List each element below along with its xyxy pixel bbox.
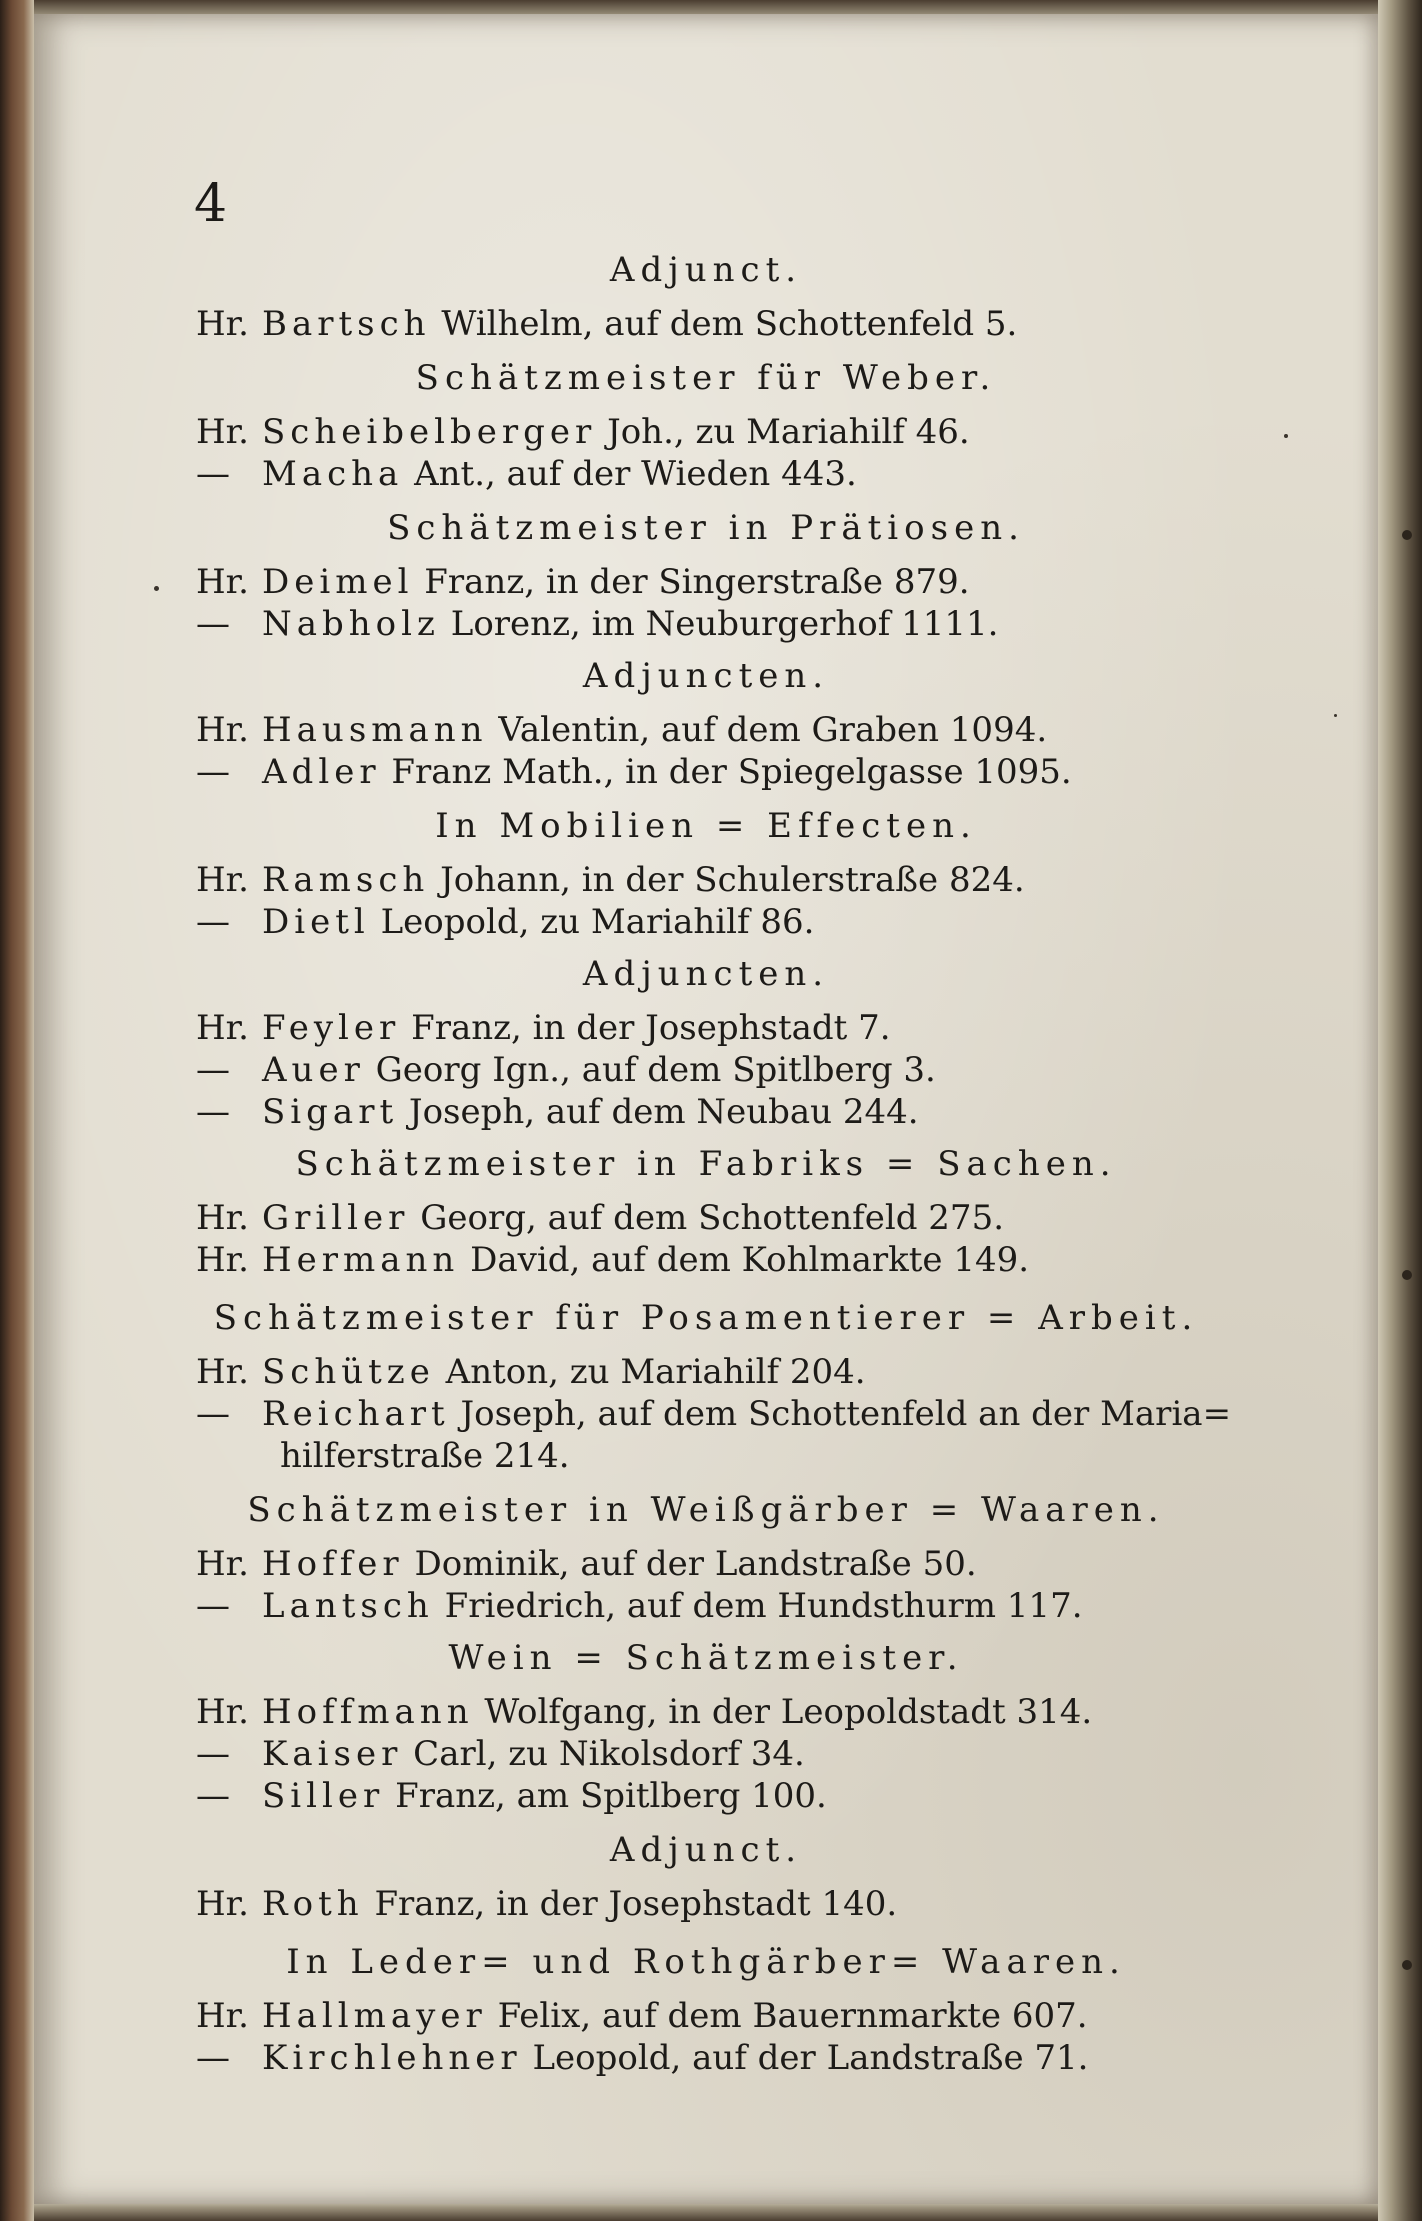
entry-line [196,304,1017,344]
entry-line [196,1586,1083,1626]
entry-prefix: Hr. [196,1198,249,1238]
entry-surname: Kaiser [262,1734,403,1774]
entry-details: Valentin, auf dem Graben 1094. [487,710,1048,750]
entry-line [196,454,857,494]
entry-line [196,604,998,644]
entry-details: Joseph, auf dem Schottenfeld an der Maria= [449,1394,1232,1434]
section-heading: Schätzmeister für Weber. [415,358,997,398]
entry-details: Joseph, auf dem Neubau 244. [398,1092,919,1132]
entry-details: Wolfgang, in der Leopoldstadt 314. [473,1692,1093,1732]
entry-surname: Schütze [262,1352,435,1392]
section-heading: Adjunct. [609,1830,803,1870]
entry-prefix: — [196,902,230,942]
entry-line [196,1008,891,1048]
entry-surname: Lantsch [262,1586,434,1626]
entry-prefix: Hr. [196,1544,249,1584]
entry-surname: Siller [262,1776,385,1816]
entry-details: hilferstraße 214. [280,1436,570,1476]
section-heading: Schätzmeister in Prätiosen. [387,508,1025,548]
entry-line [196,1092,919,1132]
entry-line [196,902,814,942]
entry-prefix: — [196,1776,230,1816]
entry-line [196,1352,866,1392]
entry-details: Georg, auf dem Schottenfeld 275. [409,1198,1005,1238]
section-heading: Adjuncten. [582,954,830,994]
section-heading: Adjunct. [609,250,803,290]
entry-surname: Kirchlehner [262,2038,522,2078]
book-page [34,14,1378,2204]
entry-surname: Hermann [262,1240,460,1280]
entry-details: Joh., zu Mariahilf 46. [596,412,970,452]
entry-prefix: Hr. [196,710,249,750]
entry-prefix: — [196,1734,230,1774]
entry-details: Franz, am Spitlberg 100. [384,1776,827,1816]
page-stack-edge [1378,0,1422,2221]
section-heading: Schätzmeister in Fabriks = Sachen. [295,1144,1117,1184]
entry-details: David, auf dem Kohlmarkte 149. [459,1240,1030,1280]
entry-surname: Macha [262,454,404,494]
entry-surname: Hausmann [262,710,488,750]
entry-prefix: — [196,1050,230,1090]
entry-prefix: — [196,1092,230,1132]
entry-surname: Sigart [262,1092,399,1132]
section-heading: In Mobilien = Effecten. [435,806,977,846]
entry-surname: Hoffmann [262,1692,474,1732]
entry-details: Lorenz, im Neuburgerhof 1111. [439,604,999,644]
binding-hole [1402,530,1412,540]
entry-details: Georg Ign., auf dem Spitlberg 3. [364,1050,936,1090]
entry-line [196,1394,1231,1434]
page-number: 4 [194,174,229,234]
section-heading: Schätzmeister für Posamentierer = Arbeit. [213,1298,1199,1338]
binding-hole [1402,1270,1412,1280]
entry-line [196,1734,805,1774]
entry-prefix: Hr. [196,1240,249,1280]
entry-details: Leopold, auf der Landstraße 71. [521,2038,1089,2078]
binding-hole [1402,1960,1412,1970]
entry-surname: Adler [262,752,381,792]
entry-line [196,710,1047,750]
entry-surname: Deimel [262,562,414,602]
entry-prefix: Hr. [196,1996,249,2036]
entry-surname: Auer [262,1050,365,1090]
entry-line [196,2038,1088,2078]
entry-line [196,562,970,602]
entry-details: Anton, zu Mariahilf 204. [434,1352,866,1392]
entry-prefix: Hr. [196,1008,249,1048]
entry-surname: Bartsch [262,304,431,344]
section-heading: In Leder= und Rothgärber= Waaren. [286,1942,1126,1982]
paper-speck [1334,714,1337,717]
entry-line [196,1240,1029,1280]
entry-line [196,1198,1004,1238]
section-heading: Schätzmeister in Weißgärber = Waaren. [247,1490,1165,1530]
entry-prefix: Hr. [196,860,249,900]
entry-details: Dominik, auf der Landstraße 50. [403,1544,977,1584]
entry-details: Felix, auf dem Bauernmarkte 607. [486,1996,1088,2036]
entry-details: Franz, in der Singerstraße 879. [413,562,970,602]
entry-prefix: Hr. [196,1352,249,1392]
section-heading: Adjuncten. [582,656,830,696]
entry-line [196,1776,827,1816]
entry-details: Ant., auf der Wieden 443. [403,454,857,494]
entry-prefix: — [196,604,230,644]
entry-line [196,1996,1088,2036]
entry-details: Friedrich, auf dem Hundsthurm 117. [433,1586,1083,1626]
entry-surname: Dietl [262,902,370,942]
entry-line [196,1544,977,1584]
entry-line [196,752,1072,792]
book-spine-edge [0,0,34,2221]
entry-surname: Ramsch [262,860,430,900]
entry-prefix: — [196,1394,230,1434]
entry-details: Leopold, zu Mariahilf 86. [369,902,815,942]
entry-details: Franz, in der Josephstadt 140. [363,1884,898,1924]
entry-surname: Feyler [262,1008,401,1048]
entry-prefix: Hr. [196,412,249,452]
entry-line [196,860,1025,900]
paper-speck [1284,434,1288,438]
entry-surname: Roth [262,1884,364,1924]
entry-prefix: Hr. [196,1692,249,1732]
entry-prefix: Hr. [196,304,249,344]
entry-prefix: — [196,454,230,494]
entry-details: Franz, in der Josephstadt 7. [400,1008,891,1048]
entry-surname: Reichart [262,1394,450,1434]
paper-speck [154,586,159,591]
entry-line [196,412,970,452]
entry-prefix: — [196,2038,230,2078]
entry-prefix: — [196,752,230,792]
entry-surname: Nabholz [262,604,440,644]
entry-surname: Hoffer [262,1544,404,1584]
entry-surname: Griller [262,1198,410,1238]
entry-line [196,1884,897,1924]
entry-surname: Hallmayer [262,1996,487,2036]
entry-details: Franz Math., in der Spiegelgasse 1095. [380,752,1072,792]
section-heading: Wein = Schätzmeister. [448,1638,964,1678]
entry-details: Wilhelm, auf dem Schottenfeld 5. [430,304,1018,344]
entry-surname: Scheibelberger [262,412,597,452]
entry-details: Johann, in der Schulerstraße 824. [429,860,1025,900]
entry-details: Carl, zu Nikolsdorf 34. [402,1734,805,1774]
entry-prefix: Hr. [196,562,249,602]
entry-line [196,1692,1092,1732]
entry-prefix: Hr. [196,1884,249,1924]
entry-continuation [280,1436,570,1476]
entry-line [196,1050,936,1090]
entry-prefix: — [196,1586,230,1626]
